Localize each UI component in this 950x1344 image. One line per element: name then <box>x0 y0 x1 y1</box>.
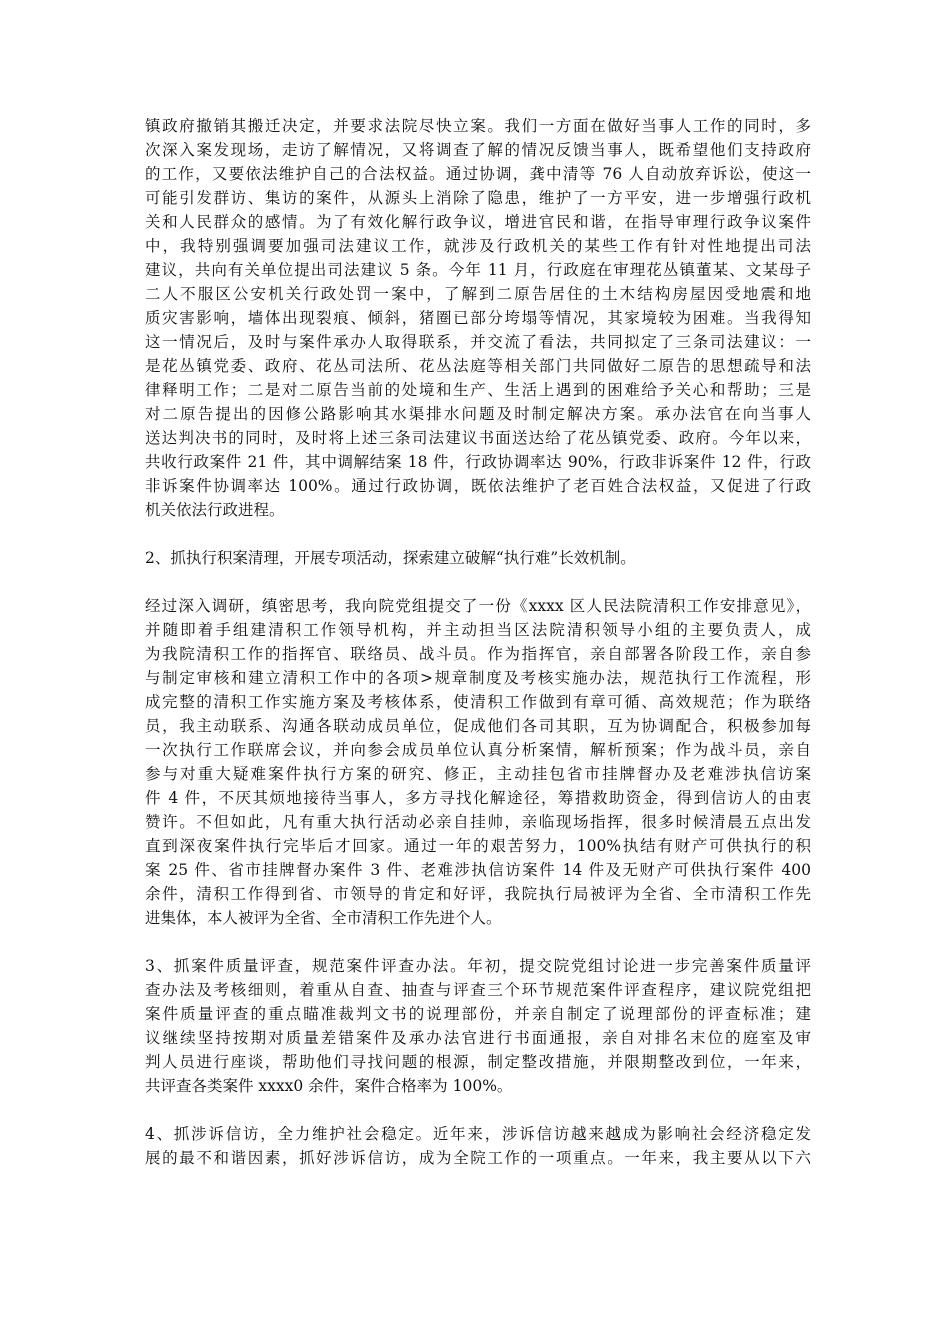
text-line: 共评查各类案件 xxxx0 余件，案件合格率为 100%。 <box>145 1077 513 1095</box>
text-line: 共收行政案件 21 件，其中调解结案 18 件，行政协调率达 90%，行政非诉案件 12 件，行政 <box>145 453 811 471</box>
text-line: 律释明工作；二是对二原告当前的处境和生产、生活上遇到的困难给予关心和帮助；三是 <box>145 381 811 399</box>
text-line: 议继续坚持按期对质量差错案件及承办法官进行书面通报，亲自对排名末位的庭室及审 <box>145 1029 811 1047</box>
text-line: 送达判决书的同时，及时将上述三条司法建议书面送达给了花丛镇党委、政府。今年以来， <box>145 429 811 447</box>
text-line: 直到深夜案件执行完毕后才回家。通过一年的艰苦努力，100%执结有财产可供执行的积 <box>145 837 811 855</box>
paragraph-spacer <box>145 570 811 594</box>
paragraph-spacer <box>145 1098 811 1122</box>
text-line: 的工作，又要依法维护自己的合法权益。通过协调，龚中清等 76 人自动放弃诉讼，使这一 <box>145 165 811 183</box>
text-line: 中，我特别强调要加强司法建议工作，就涉及行政机关的某些工作有针对性地提出司法 <box>145 237 811 255</box>
paragraph-enforcement-backlog <box>145 594 811 930</box>
text-line: 赞许。不但如此，凡有重大执行活动必亲自挂帅，亲临现场指挥，很多时候清晨五点出发 <box>145 813 811 831</box>
text-line: 查办法及考核细则，着重从自查、抽查与评查三个环节规范案件评查程序，建议院党组把 <box>145 981 811 999</box>
text-line: 件 4 件，不厌其烦地接待当事人，多方寻找化解途径，筹措救助资金，得到信访人的由衷 <box>145 789 811 807</box>
text-line: 次深入案发现场，走访了解情况，又将调查了解的情况反馈当事人，既希望他们支持政府 <box>145 141 811 159</box>
text-line: 余件，清积工作得到省、市领导的肯定和好评，我院执行局被评为全省、全市清积工作先 <box>145 885 811 903</box>
text-line: 成完整的清积工作实施方案及考核体系，使清积工作做到有章可循、高效规范；作为联络 <box>145 693 811 711</box>
paragraph-spacer <box>145 930 811 954</box>
text-line: 机关依法行政进程。 <box>145 501 285 519</box>
text-line: 展的最不和谐因素，抓好涉诉信访，成为全院工作的一项重点。一年来，我主要从以下六 <box>145 1149 811 1167</box>
section-heading-2 <box>145 546 811 570</box>
text-line: 可能引发群访、集访的案件，从源头上消除了隐患，维护了一方平安，进一步增强行政机 <box>145 189 811 207</box>
text-line: 4、抓涉诉信访，全力维护社会稳定。近年来，涉诉信访越来越成为影响社会经济稳定发 <box>145 1125 811 1143</box>
paragraph-petition-stability <box>145 1122 811 1170</box>
text-line: 案 25 件、省市挂牌督办案件 3 件、老难涉执信访案件 14 件及无财产可供执行案件 400 <box>145 861 811 879</box>
text-line: 2、抓执行积案清理，开展专项活动，探索建立破解“执行难”长效机制。 <box>145 549 636 567</box>
text-line: 员，我主动联系、沟通各联动成员单位，促成他们各司其职，互为协调配合，积极参加每 <box>145 717 811 735</box>
text-line: 为我院清积工作的指挥官、联络员、战斗员。作为指挥官，亲自部署各阶段工作，亲自参 <box>145 645 811 663</box>
text-line: 二人不服区公安机关行政处罚一案中，了解到二原告居住的土木结构房屋因受地震和地 <box>145 285 811 303</box>
text-line: 对二原告提出的因修公路影响其水渠排水问题及时制定解决方案。承办法官在向当事人 <box>145 405 811 423</box>
text-line: 镇政府撤销其搬迁决定，并要求法院尽快立案。我们一方面在做好当事人工作的同时，多 <box>145 117 811 135</box>
text-line: 关和人民群众的感情。为了有效化解行政争议，增进官民和谐，在指导审理行政争议案件 <box>145 213 811 231</box>
paragraph-administrative-coordination <box>145 114 811 522</box>
text-line: 非诉案件协调率达 100%。通过行政协调，既依法维护了老百姓合法权益，又促进了行政 <box>145 477 811 495</box>
text-line: 参与对重大疑难案件执行方案的研究、修正，主动挂包省市挂牌督办及老难涉执信访案 <box>145 765 811 783</box>
text-line: 3、抓案件质量评查，规范案件评查办法。年初，提交院党组讨论进一步完善案件质量评 <box>145 957 811 975</box>
text-line: 这一情况后，及时与案件承办人取得联系，并交流了看法，共同拟定了三条司法建议：一 <box>145 333 811 351</box>
text-line: 是花丛镇党委、政府、花丛司法所、花丛法庭等相关部门共同做好二原告的思想疏导和法 <box>145 357 811 375</box>
text-line: 并随即着手组建清积工作领导机构，并主动担当区法院清积领导小组的主要负责人，成 <box>145 621 811 639</box>
text-line: 案件质量评查的重点瞄准裁判文书的说理部份，并亲自制定了说理部份的评查标准；建 <box>145 1005 811 1023</box>
text-line: 进集体，本人被评为全省、全市清积工作先进个人。 <box>145 909 502 927</box>
paragraph-case-quality-review <box>145 954 811 1098</box>
text-line: 质灾害影响，墙体出现裂痕、倾斜，猪圈已部分垮塌等情况，其家境较为困难。当我得知 <box>145 309 811 327</box>
text-line: 建议，共向有关单位提出司法建议 5 条。今年 11 月，行政庭在审理花丛镇董某、文某母子 <box>145 261 811 279</box>
text-line: 与制定审核和建立清积工作中的各项>规章制度及考核实施办法，规范执行工作流程，形 <box>145 669 811 687</box>
text-line: 一次执行工作联席会议，并向参会成员单位认真分析案情，解析预案；作为战斗员，亲自 <box>145 741 811 759</box>
text-line: 经过深入调研，缜密思考，我向院党组提交了一份《xxxx 区人民法院清积工作安排意见》， <box>145 597 811 615</box>
text-line: 判人员进行座谈，帮助他们寻找问题的根源，制定整改措施，并限期整改到位，一年来， <box>145 1053 811 1071</box>
document-page <box>145 114 811 1170</box>
paragraph-spacer <box>145 522 811 546</box>
